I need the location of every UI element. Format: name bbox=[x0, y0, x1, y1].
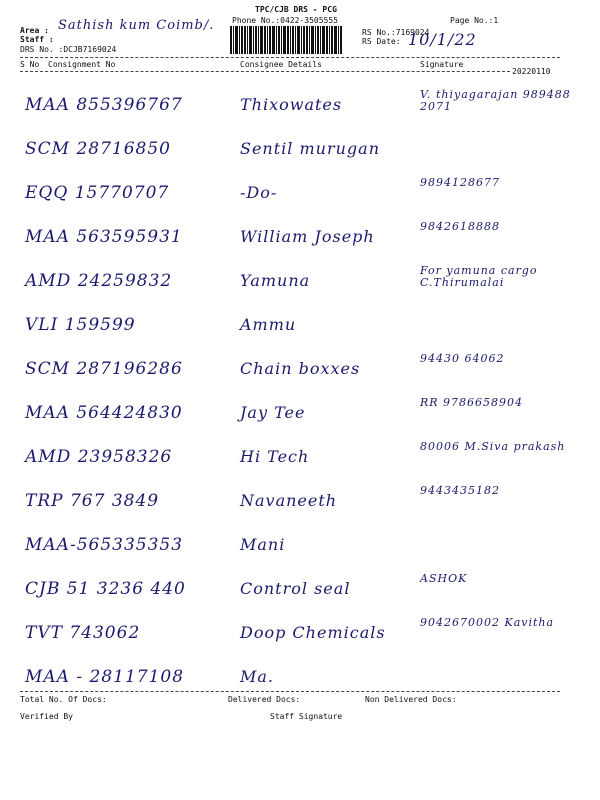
consignee-name: Chain boxxes bbox=[240, 359, 361, 378]
consignment-number: MAA-565335353 bbox=[25, 535, 184, 555]
signature: V. thiyagarajan 989488 2071 bbox=[420, 88, 571, 113]
consignment-number: MAA 564424830 bbox=[25, 403, 183, 423]
total-docs-label: Total No. Of Docs: bbox=[20, 695, 107, 704]
consignee-name: Mani bbox=[240, 535, 286, 554]
signature: ASHOK bbox=[420, 572, 468, 585]
rs-number: RS No.:7169024 bbox=[362, 28, 430, 37]
drs-number: DRS No. :DCJB7169024 bbox=[20, 45, 117, 54]
document-title: TPC/CJB DRS - PCG bbox=[255, 5, 337, 14]
consignment-number: TVT 743062 bbox=[25, 623, 141, 643]
staff-label: Staff : bbox=[20, 35, 54, 44]
area-value: Sathish kum Coimb/. bbox=[58, 18, 215, 33]
date-stamp: 20220110 bbox=[512, 67, 551, 76]
consignee-name: Ma. bbox=[240, 667, 275, 686]
consignee-name: Control seal bbox=[240, 579, 351, 598]
consignee-name: Yamuna bbox=[240, 271, 311, 290]
signature: 80006 M.Siva prakash bbox=[420, 440, 566, 453]
column-consignee: Consignee Details bbox=[240, 60, 322, 69]
consignee-name: Doop Chemicals bbox=[240, 623, 386, 642]
area-label: Area : bbox=[20, 26, 49, 35]
page-number: Page No.:1 bbox=[450, 16, 499, 25]
consignment-number: SCM 287196286 bbox=[25, 359, 183, 379]
consignment-number: TRP 767 3849 bbox=[25, 491, 160, 511]
phone-number: Phone No.:0422-3505555 bbox=[232, 16, 338, 25]
staff-signature-label: Staff Signature bbox=[270, 712, 343, 721]
signature: 94430 64062 bbox=[420, 352, 505, 365]
consignment-number: CJB 51 3236 440 bbox=[25, 579, 186, 599]
footer-divider bbox=[20, 691, 560, 692]
consignee-name: Thixowates bbox=[240, 95, 343, 114]
consignment-number: SCM 28716850 bbox=[25, 139, 171, 159]
consignment-number: VLI 159599 bbox=[25, 315, 136, 335]
consignee-name: Ammu bbox=[240, 315, 297, 334]
consignee-name: Jay Tee bbox=[240, 403, 306, 422]
rs-date-value: 10/1/22 bbox=[408, 30, 477, 49]
consignee-name: Navaneeth bbox=[240, 491, 338, 510]
rs-date-label: RS Date: bbox=[362, 37, 401, 46]
signature: 9842618888 bbox=[420, 220, 500, 233]
delivered-docs-label: Delivered Docs: bbox=[228, 695, 301, 704]
consignee-name: Hi Tech bbox=[240, 447, 310, 466]
header-divider bbox=[20, 57, 560, 58]
consignment-number: MAA - 28117108 bbox=[25, 667, 185, 687]
signature: 9894128677 bbox=[420, 176, 500, 189]
consignment-number: AMD 24259832 bbox=[25, 271, 173, 291]
consignment-number: EQQ 15770707 bbox=[25, 183, 170, 203]
verified-by-label: Verified By bbox=[20, 712, 73, 721]
consignment-number: AMD 23958326 bbox=[25, 447, 173, 467]
column-signature: Signature bbox=[420, 60, 464, 69]
barcode bbox=[230, 26, 343, 54]
consignee-name: -Do- bbox=[240, 183, 278, 202]
signature: RR 9786658904 bbox=[420, 396, 524, 409]
consignment-number: MAA 563595931 bbox=[25, 227, 183, 247]
signature: For yamuna cargo C.Thirumalai bbox=[420, 264, 538, 289]
consignment-number: MAA 855396767 bbox=[25, 95, 183, 115]
consignee-name: William Joseph bbox=[240, 227, 375, 246]
signature: 9042670002 Kavitha bbox=[420, 616, 555, 629]
signature: 9443435182 bbox=[420, 484, 500, 497]
column-sno: S No bbox=[20, 60, 40, 69]
column-divider bbox=[20, 71, 510, 72]
column-consignment: Consignment No bbox=[48, 60, 116, 69]
consignee-name: Sentil murugan bbox=[240, 139, 380, 158]
non-delivered-docs-label: Non Delivered Docs: bbox=[365, 695, 457, 704]
